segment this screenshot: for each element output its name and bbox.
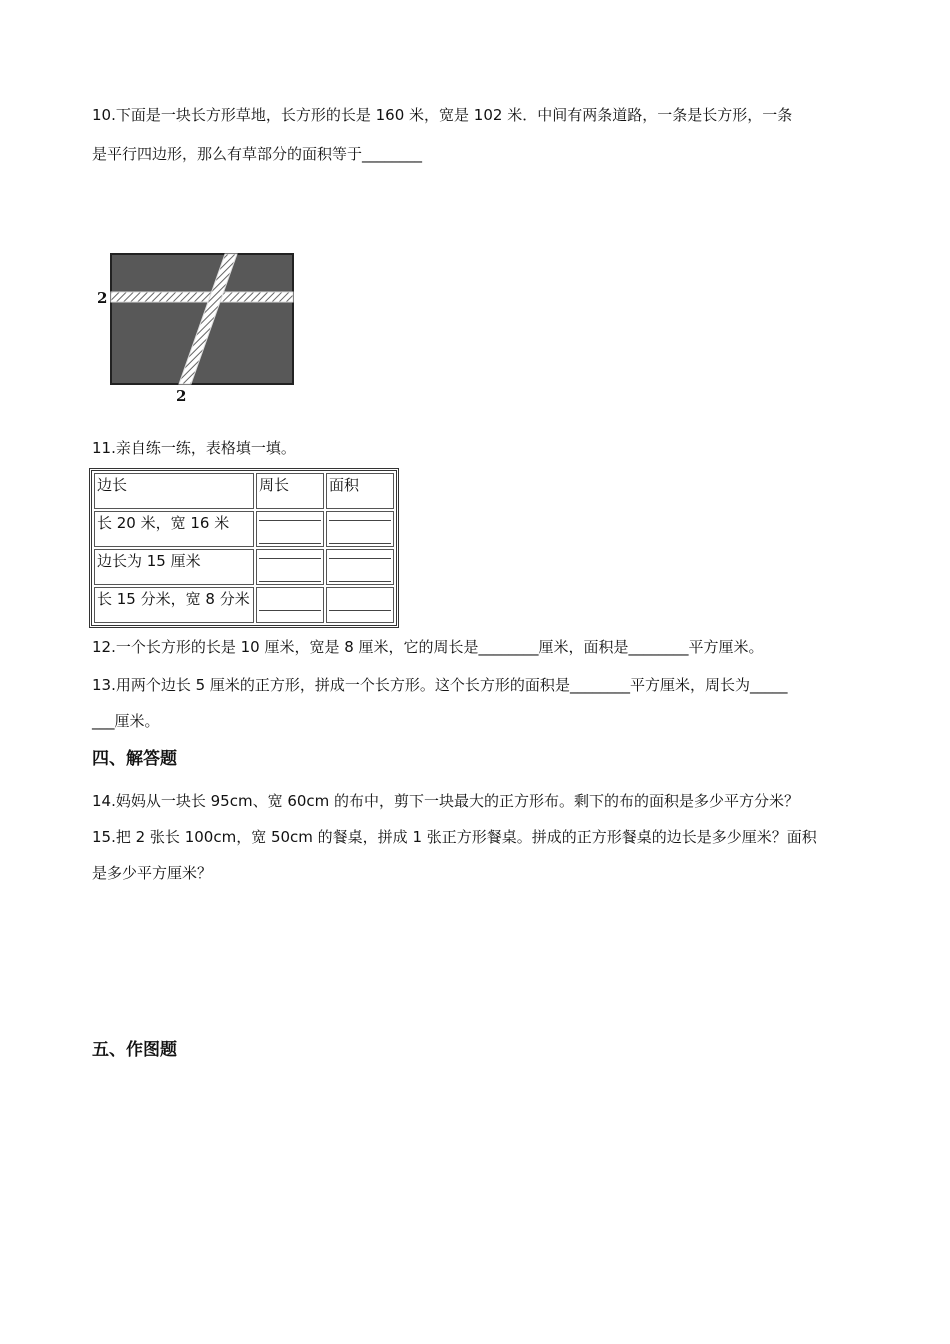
table-row [94,587,394,623]
q10-line2: 是平行四边形，那么有草部分的面积等于________ [92,145,423,163]
section-heading-4: 四、解答题 [92,749,177,769]
q15-line1: 15.把 2 张长 100cm，宽 50cm 的餐桌，拼成 1 张正方形餐桌。拼成的正方形餐桌的边长是多少厘米？面积 [92,828,817,846]
row-label: 长 15 分米，宽 8 分米 [94,587,254,623]
answer-blank[interactable] [256,549,324,585]
road-width-label-left: 2 [97,289,108,307]
grass-figure [95,252,295,404]
rectangular-road [111,292,293,302]
row-label: 长 20 米，宽 16 米 [94,511,254,547]
answer-blank[interactable] [326,549,394,585]
q13-line1: 13.用两个边长 5 厘米的正方形，拼成一个长方形。这个长方形的面积是________平方厘米，周长为_____ [92,676,788,694]
section-heading-5: 五、作图题 [92,1040,177,1060]
header-cell: 周长 [256,473,324,509]
table-row [94,473,394,509]
q12-text: 12.一个长方形的长是 10 厘米，宽是 8 厘米，它的周长是________厘米，面积是________平方厘米。 [92,638,764,656]
grass-diagram [95,252,295,404]
q14-text: 14.妈妈从一块长 95cm、宽 60cm 的布中，剪下一块最大的正方形布。剩下的布的面积是多少平方分米？ [92,792,800,810]
q10-line1: 10.下面是一块长方形草地，长方形的长是 160 米，宽是 102 米．中间有两条道路，一条是长方形，一条 [92,106,793,124]
road-width-label-bottom: 2 [176,387,187,404]
answer-blank[interactable] [326,587,394,623]
answer-blank[interactable] [256,511,324,547]
q13-line2: ___厘米。 [92,712,160,730]
row-label: 边长为 15 厘米 [94,549,254,585]
answer-blank[interactable] [256,587,324,623]
header-cell: 面积 [326,473,394,509]
table-row [94,511,394,547]
answer-blank[interactable] [326,511,394,547]
header-cell: 边长 [94,473,254,509]
q11-title: 11.亲自练一练，表格填一填。 [92,439,296,457]
table-row [94,549,394,585]
q11-table [89,468,399,628]
q15-line2: 是多少平方厘米？ [92,864,213,882]
